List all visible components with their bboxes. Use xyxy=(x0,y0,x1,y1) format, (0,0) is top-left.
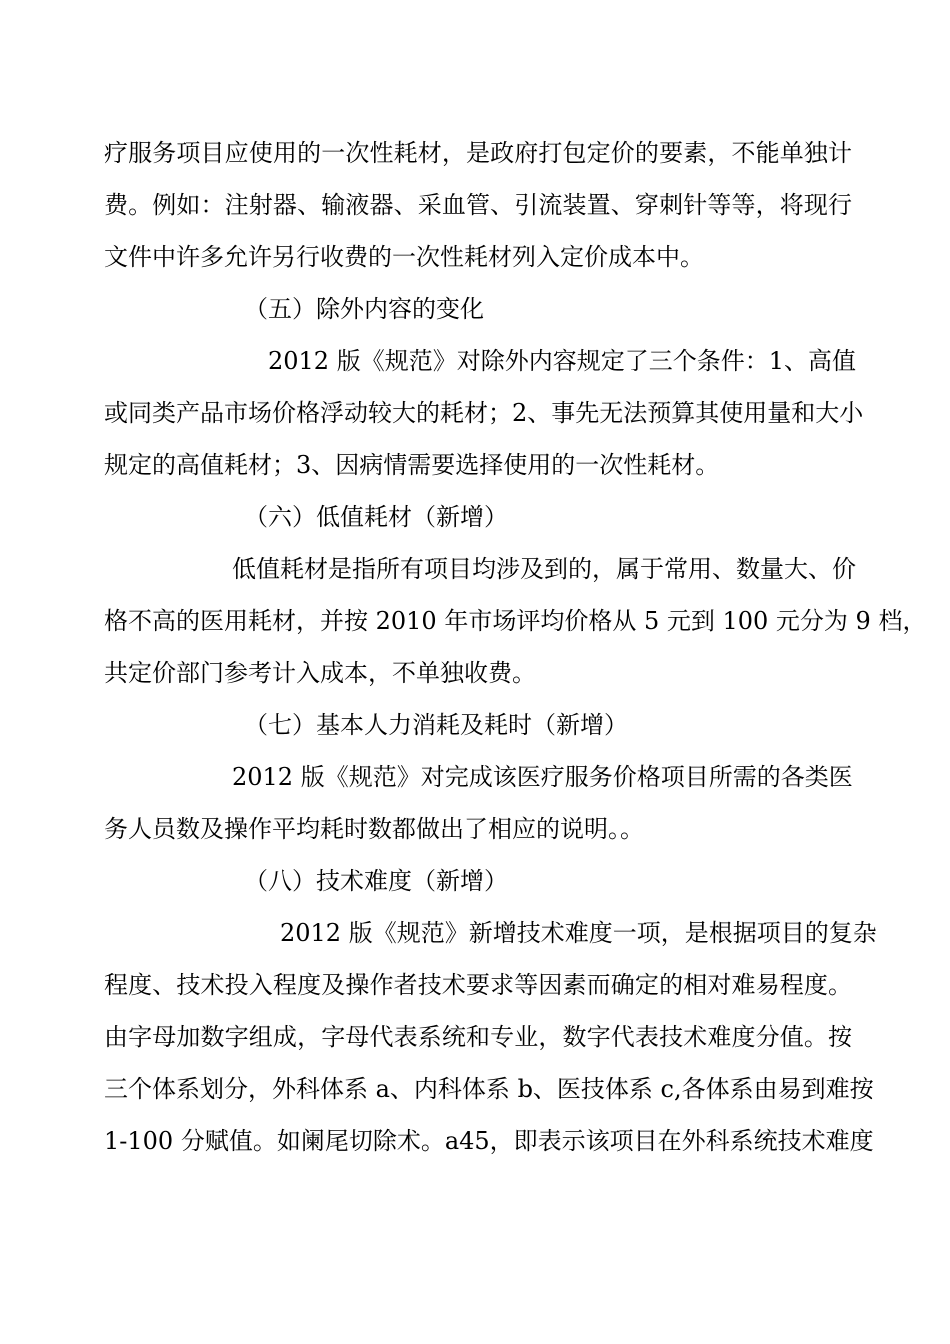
paragraph-line: 格不高的医用耗材，并按 2010 年市场评均价格从 5 元到 100 元分为 9 档， xyxy=(104,607,927,635)
paragraph-line: 低值耗材是指所有项目均涉及到的，属于常用、数量大、价 xyxy=(232,555,856,583)
section-heading: （七）基本人力消耗及耗时（新增） xyxy=(244,711,628,739)
section-heading: （五）除外内容的变化 xyxy=(244,295,484,323)
paragraph-line: 或同类产品市场价格浮动较大的耗材；2、事先无法预算其使用量和大小 xyxy=(104,399,864,427)
paragraph-line: 规定的高值耗材；3、因病情需要选择使用的一次性耗材。 xyxy=(104,451,720,479)
paragraph-line: 2012 版《规范》新增技术难度一项，是根据项目的复杂 xyxy=(280,919,877,947)
section-heading: （八）技术难度（新增） xyxy=(244,867,508,895)
paragraph-line: 务人员数及操作平均耗时数都做出了相应的说明。。 xyxy=(104,815,644,843)
paragraph-line: 文件中许多允许另行收费的一次性耗材列入定价成本中。 xyxy=(104,243,704,271)
paragraph-line: 2012 版《规范》对除外内容规定了三个条件：1、高值 xyxy=(268,347,856,375)
paragraph-line: 程度、技术投入程度及操作者技术要求等因素而确定的相对难易程度。 xyxy=(104,971,852,999)
paragraph-line: 由字母加数字组成，字母代表系统和专业，数字代表技术难度分值。按 xyxy=(104,1023,852,1051)
paragraph-line: 三个体系划分，外科体系 a、内科体系 b、医技体系 c,各体系由易到难按 xyxy=(104,1075,874,1103)
paragraph-line: 费。例如：注射器、输液器、采血管、引流装置、穿刺针等等，将现行 xyxy=(104,191,852,219)
paragraph-line: 共定价部门参考计入成本，不单独收费。 xyxy=(104,659,536,687)
paragraph-line: 1-100 分赋值。如阑尾切除术。a45，即表示该项目在外科系统技术难度 xyxy=(104,1127,874,1155)
paragraph-line: 2012 版《规范》对完成该医疗服务价格项目所需的各类医 xyxy=(232,763,853,791)
paragraph-line: 疗服务项目应使用的一次性耗材，是政府打包定价的要素，不能单独计 xyxy=(104,139,852,167)
section-heading: （六）低值耗材（新增） xyxy=(244,503,508,531)
